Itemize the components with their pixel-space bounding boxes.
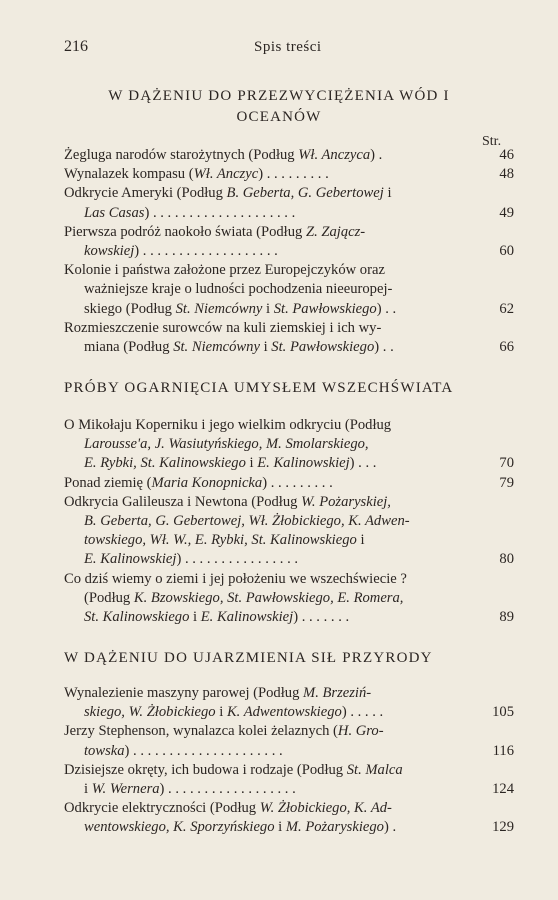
entry-text: i: [383, 185, 392, 202]
entry-text: ) . . .: [349, 455, 377, 472]
toc-entry: [64, 146, 514, 165]
entry-text: Ponad ziemię (: [64, 474, 152, 491]
toc-entry-line: [64, 416, 514, 435]
entry-text: O Mikołaju Koperniku i jego wielkim odkryciu (Podług: [64, 417, 392, 433]
toc-entry-line: [64, 165, 514, 184]
entry-text: Pierwsza podróż naokoło świata (Podług: [64, 223, 306, 240]
toc-entry-line: [64, 493, 514, 512]
toc-entry: [64, 684, 514, 722]
author-name: St. Malca: [346, 761, 403, 778]
toc-entry-line: [64, 608, 514, 627]
entry-text: ) . . . . . . . . .: [258, 166, 329, 183]
toc-page-number: 80: [499, 551, 514, 568]
entry-text: ) . . . . . . . . .: [262, 474, 333, 491]
author-name: St. Kalinowskiego: [84, 608, 190, 625]
toc-entry-line: [64, 280, 514, 299]
toc-page-number: 60: [499, 242, 514, 259]
author-name: Maria Konopnicka: [151, 474, 263, 491]
toc-entry: [64, 493, 514, 570]
toc-page-number: 116: [492, 742, 514, 759]
toc-entry: [64, 319, 514, 357]
entry-text: ) . .: [376, 300, 397, 317]
entry-text: ) . . . . . . . . . . . . . . . .: [176, 551, 299, 568]
toc-entry-line: [64, 722, 514, 741]
toc-entry-line: [64, 300, 514, 319]
toc-entry: [64, 570, 514, 628]
author-name: W. Żłobickiego, K. Ad-: [259, 800, 392, 817]
author-name: E. Kalinowskiej: [200, 608, 294, 625]
entry-text: Żegluga narodów starożytnych (Podług: [64, 147, 299, 163]
toc-entry-line: [64, 512, 514, 531]
toc-entry-line: [64, 684, 514, 703]
toc-entry-line: [64, 454, 514, 473]
author-name: St. Niemcówny: [173, 338, 260, 355]
toc-entry-line: [64, 589, 514, 608]
toc-entry: [64, 165, 514, 184]
author-name: B. Geberta, G. Gebertowej: [226, 185, 384, 202]
entry-text: i: [215, 704, 227, 721]
section-heading-line: PRÓBY OGARNIĘCIA UMYSŁEM WSZECHŚWIATA: [64, 380, 454, 396]
toc-entry: [64, 223, 514, 261]
entry-text: ) . . . . . . . . . . . . . . . . . . . .: [144, 204, 296, 221]
author-name: H. Gro-: [337, 723, 384, 740]
page-column-label: Str.: [482, 134, 502, 149]
author-name: towskiego, Wł. W., E. Rybki, St. Kalinowskiego: [84, 532, 357, 549]
author-name: kowskiej: [84, 242, 135, 259]
toc-entry-line: [64, 261, 514, 280]
entry-text: ) . . . . . . .: [293, 608, 350, 625]
toc-entry: [64, 799, 514, 837]
entry-text: i: [84, 780, 92, 797]
entry-text: i: [189, 608, 201, 625]
author-name: M. Pożaryskiego: [285, 819, 384, 836]
toc-page-number: 129: [492, 819, 514, 836]
author-name: Z. Zającz-: [305, 223, 366, 240]
toc-entry-line: [64, 703, 514, 722]
toc-entry: [64, 761, 514, 799]
running-title: Spis treści: [254, 39, 322, 55]
author-name: St. Pawłowskiego: [271, 338, 375, 355]
toc-entry: [64, 722, 514, 760]
toc-entry-line: [64, 474, 514, 493]
author-name: K. Bzowskiego, St. Pawłowskiego, E. Romera,: [133, 589, 404, 606]
toc-entry-line: [64, 550, 514, 569]
author-name: towska: [84, 742, 125, 759]
author-name: E. Kalinowskiej: [84, 551, 177, 568]
entry-text: ) . . . . . . . . . . . . . . . . . . .: [134, 242, 278, 259]
entry-text: Dzisiejsze okręty, ich budowa i rodzaje (Podług: [64, 761, 347, 778]
entry-text: (Podług: [84, 589, 134, 606]
entry-text: Odkrycie elektryczności (Podług: [64, 800, 260, 817]
entry-text: Odkrycia Galileusza i Newtona (Podług: [64, 493, 302, 510]
toc-page-number: 48: [499, 166, 514, 183]
entry-text: ) . . . . . . . . . . . . . . . . . .: [159, 780, 296, 797]
entry-text: Wynalezienie maszyny parowej (Podług: [64, 685, 304, 701]
entry-text: Co dziś wiemy o ziemi i jej położeniu we wszechświecie ?: [64, 570, 407, 587]
toc-entry-line: [64, 146, 514, 165]
toc-entry-line: [64, 435, 514, 454]
toc-page-number: 70: [499, 455, 514, 472]
author-name: W. Wernera: [91, 780, 160, 797]
toc-page-number: 46: [499, 147, 514, 163]
entry-text: ważniejsze kraje o ludności pochodzenia nieeuropej-: [84, 281, 393, 298]
author-name: E. Kalinowskiej: [257, 455, 350, 472]
author-name: W. Pożaryskiej,: [301, 493, 391, 510]
toc-entry-line: [64, 531, 514, 550]
toc-page-number: 49: [499, 204, 514, 221]
entry-text: i: [259, 338, 272, 355]
toc-entry-line: [64, 799, 514, 818]
toc-entry: [64, 261, 514, 319]
toc-page-number: 89: [499, 608, 514, 625]
section-heading-1: [64, 86, 494, 128]
entry-text: ) . . . . .: [341, 704, 384, 721]
author-name: B. Geberta, G. Gebertowej, Wł. Żłobickiego, K. Adwen-: [84, 512, 410, 529]
toc-entry-line: [64, 818, 514, 837]
section-heading-3: [64, 648, 494, 669]
author-name: wentowskiego, K. Sporzyńskiego: [84, 819, 275, 836]
toc-entry-line: [64, 780, 514, 799]
section-heading-2: [64, 378, 494, 399]
page-number: 216: [64, 38, 88, 55]
entry-text: skiego (Podług: [84, 300, 176, 317]
author-name: St. Pawłowskiego: [273, 300, 377, 317]
section-heading-line: OCEANÓW: [236, 109, 322, 125]
entry-text: ) . .: [374, 338, 394, 355]
entry-text: miana (Podług: [84, 338, 174, 355]
author-name: Las Casas: [84, 204, 145, 221]
entry-text: i: [245, 455, 258, 472]
author-name: K. Adwentowskiego: [226, 704, 342, 721]
toc-entry-line: [64, 570, 514, 589]
toc-entry-line: [64, 242, 514, 261]
toc-entry: [64, 184, 514, 222]
toc-entry-line: [64, 338, 514, 357]
toc-entry-line: [64, 184, 514, 203]
toc-entry-line: [64, 761, 514, 780]
author-name: St. Niemcówny: [175, 300, 263, 317]
entry-text: Rozmieszczenie surowców na kuli ziemskiej i ich wy-: [64, 319, 382, 336]
author-name: Larousse'a, J. Wasiutyńskiego, M. Smolarskiego,: [84, 436, 369, 453]
toc-page-number: 79: [499, 474, 514, 491]
toc-entry-line: [64, 204, 514, 223]
toc-page-number: 66: [499, 338, 514, 355]
author-name: skiego, W. Żłobickiego: [84, 704, 216, 721]
toc-entry-line: [64, 319, 514, 338]
entry-text: ) . . . . . . . . . . . . . . . . . . . . .: [124, 742, 283, 759]
entry-text: ) .: [383, 819, 397, 836]
running-head: [64, 38, 528, 58]
entry-text: i: [262, 300, 274, 317]
section-heading-line: W DĄŻENIU DO PRZEZWYCIĘŻENIA WÓD I: [108, 88, 450, 104]
toc-entry-line: [64, 742, 514, 761]
toc-section-2: [64, 416, 514, 627]
author-name: Wł. Anczyc: [193, 166, 259, 183]
entry-text: Odkrycie Ameryki (Podług: [64, 185, 227, 202]
toc-section-3: [64, 684, 514, 838]
toc-entry: [64, 474, 514, 493]
entry-text: Wynalazek kompasu (: [64, 166, 194, 183]
author-name: M. Brzeziń-: [303, 685, 372, 701]
entry-text: Jerzy Stephenson, wynalazca kolei żelaznych (: [64, 723, 338, 740]
toc-page-number: 62: [499, 300, 514, 317]
toc-entry-line: [64, 223, 514, 242]
entry-text: Kolonie i państwa założone przez Europejczyków oraz: [64, 262, 385, 279]
section-heading-line: W DĄŻENIU DO UJARZMIENIA SIŁ PRZYRODY: [64, 650, 433, 666]
author-name: Wł. Anczyca: [298, 147, 371, 163]
entry-text: i: [356, 532, 365, 549]
entry-text: ) .: [370, 147, 383, 163]
toc-entry: [64, 416, 514, 474]
toc-section-1: [64, 146, 514, 357]
author-name: E. Rybki, St. Kalinowskiego: [84, 455, 246, 472]
toc-page-number: 105: [492, 704, 514, 721]
toc-page-number: 124: [492, 780, 514, 797]
entry-text: i: [274, 819, 286, 836]
